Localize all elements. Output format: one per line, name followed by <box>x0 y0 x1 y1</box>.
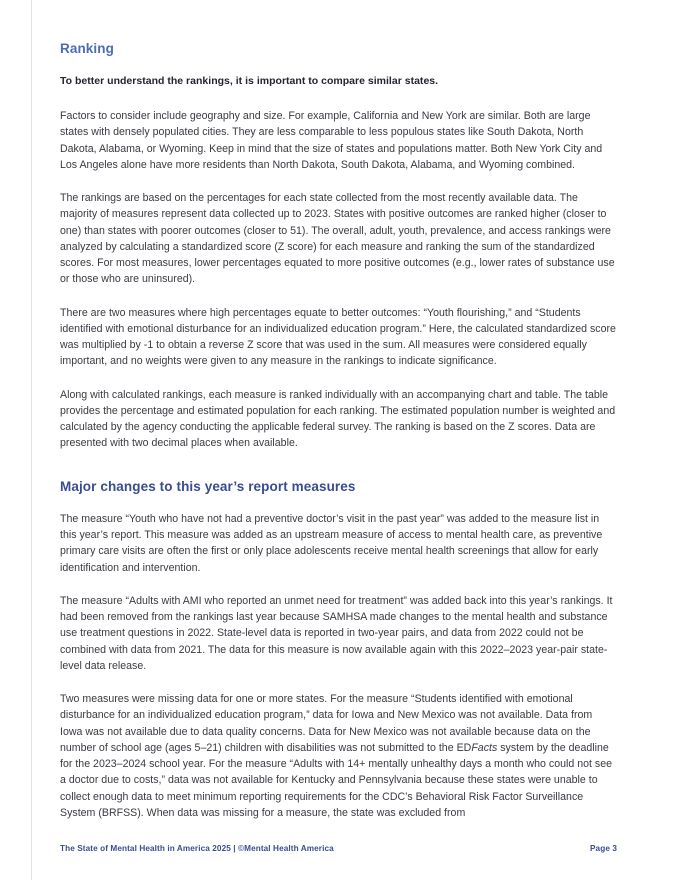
ranking-paragraph-1: Factors to consider include geography and size. For example, California and New York are similar. Both are large states with densely populated cities. They are less comparable to less populous states like South Dakota, North Dakota, Alabama, or Wyoming. Keep in mind that the size of states and populations matter. Both New York City and Los Angeles alone have more residents than North Dakota, South Dakota, Alabama, and Wyoming combined. <box>60 110 603 171</box>
major-changes-heading: Major changes to this year’s report measures <box>60 478 356 494</box>
major-changes-paragraph-1: The measure “Youth who have not had a preventive doctor’s visit in the past year” was added to the measure list in this year’s report. This measure was added as an upstream measure of access to mental health care, as preventive primary care visits are often the first or only place adolescents receive mental health screenings that allow for early identification and intervention. <box>60 512 603 574</box>
major-changes-paragraph-3 <box>60 691 617 821</box>
major-changes-paragraph-3-part2: system by the deadline for the 2023–2024 school year. For the measure “Adults with 14+ mentally unhealthy days a month who could not see a doctor due to costs,” data was not available for Kentucky and Pennsylvania because these states were unable to collect enough data to meet minimum reporting requirements for the CDC’s Behavioral Risk Factor Surveillance System (BRFSS). When data was missing for a measure, the state was excluded from <box>60 741 613 819</box>
ranking-lead-paragraph: To better understand the rankings, it is important to compare similar states. <box>60 75 439 88</box>
ranking-paragraph-2: The rankings are based on the percentages for each state collected from the most recently available data. The majority of measures represent data collected up to 2023. States with positive outcomes are ranked higher (closer to one) than states with poorer outcomes (closer to 51). The overall, adult, youth, prevalence, and access rankings were analyzed by calculating a standardized score (Z score) for each measure and ranking the sum of the standardized scores. For most measures, lower percentages equated to more positive outcomes (e.g., lower rates of substance use or those who are uninsured). <box>60 192 615 286</box>
footer-publication-title: The State of Mental Health in America 2025 | ©Mental Health America <box>60 844 334 853</box>
major-changes-paragraph-2: The measure “Adults with AMI who reported an unmet need for treatment” was added back into this year’s rankings. It had been removed from the rankings last year because SAMHSA made changes to the mental health and substance use treatment questions in 2022. State-level data is reported in two-year pairs, and data from 2022 could not be combined with data from 2021. The data for this measure is now available again with this 2022–2023 year-pair state-level data release. <box>60 594 613 672</box>
major-changes-paragraph-3-part1: Two measures were missing data for one or more states. For the measure “Students identified with emotional disturbance for an individualized education program,” data for Iowa and New Mexico was not available. Data from Iowa was not available due to data quality concerns. Data for New Mexico was not available because data on the number of school age (ages 5–21) children with disabilities was not submitted to the ED <box>60 693 593 754</box>
ranking-paragraph-4: Along with calculated rankings, each measure is ranked individually with an accompanying chart and table. The table provides the percentage and estimated population for each ranking. The estimated population number is weighted and calculated by the agency conducting the applicable federal survey. The ranking is based on the Z scores. Data are presented with two decimal places when available. <box>60 388 616 450</box>
page-title: Ranking <box>60 41 114 56</box>
ranking-paragraph-3: There are two measures where high percentages equate to better outcomes: “Youth flourishing,” and “Students identified with emotional disturbance for an individualized education program.” Here, the calculated standardized score was multiplied by -1 to obtain a reverse Z score that was used in the sum. All measures were considered equally important, and no weights were given to any measure in the rankings to indicate significance. <box>60 306 616 368</box>
page-content <box>60 41 617 821</box>
page-footer <box>60 844 617 853</box>
footer-page-number: Page 3 <box>590 844 617 853</box>
page-gutter-rule <box>31 0 32 880</box>
edfacts-italic-term: Facts <box>471 741 498 754</box>
